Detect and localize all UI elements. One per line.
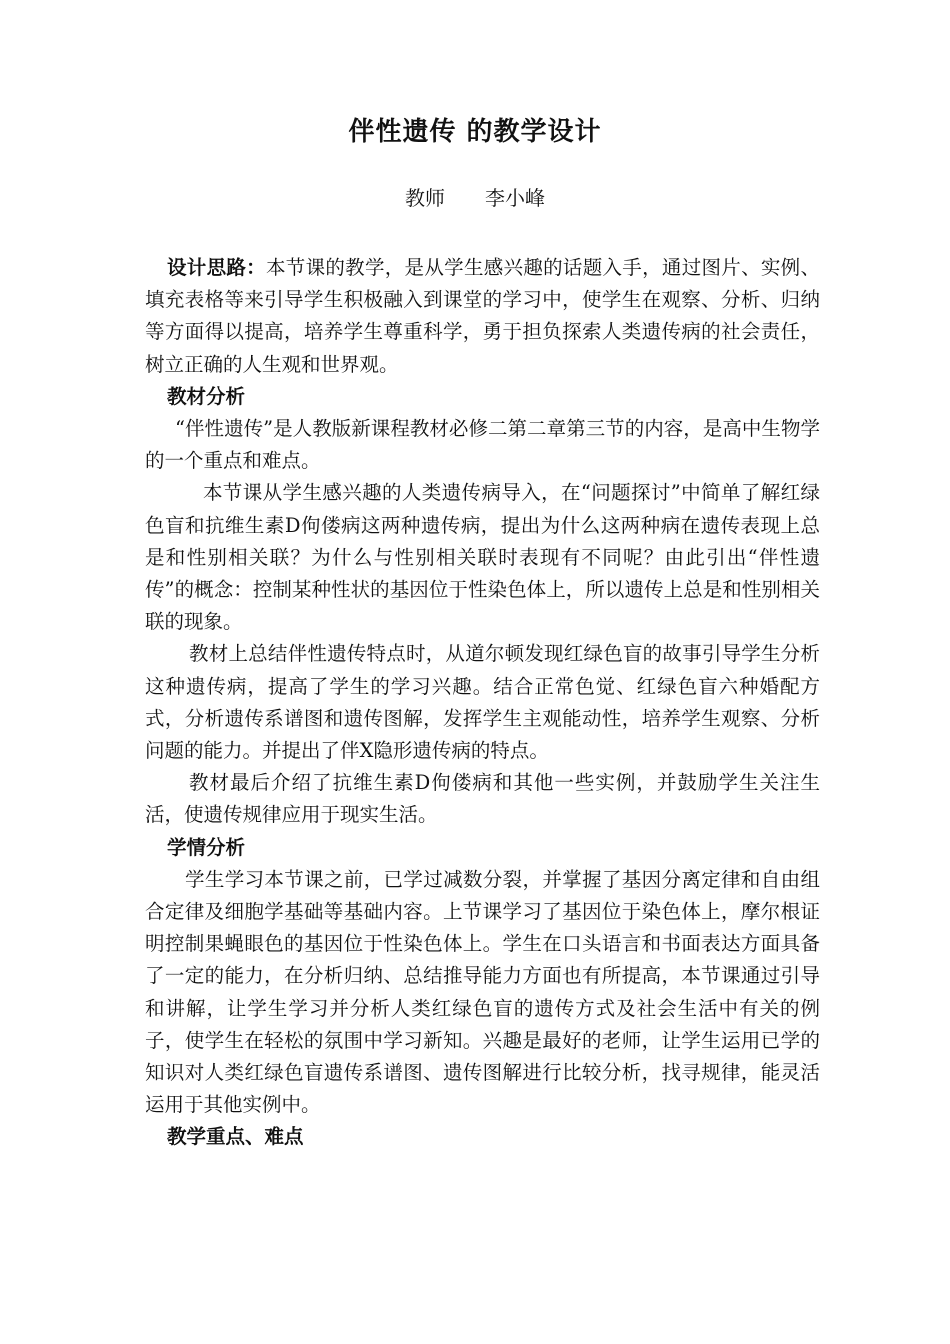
design-lead: 设计思路： [167,256,266,279]
material-paragraph-3: 教材上总结伴性遗传特点时，从道尔顿发现红绿色盲的故事引导学生分析这种遗传病，提高了学生的学习兴趣。结合正常色觉、红绿色盲六种婚配方式，分析遗传系谱图和遗传图解，发挥学生主观能动性，培养学生观察、分析问题的能力。并提出了伴X隐形遗传病的特点。 [145,642,820,763]
student-heading: 学情分析 [167,835,246,859]
material-paragraph-4: 教材最后介绍了抗维生素D佝偻病和其他一些实例，并鼓励学生关注生活，使遗传规律应用于现实生活。 [145,771,820,827]
author-name: 李小峰 [485,186,545,210]
document-title: 伴性遗传 的教学设计 [348,117,602,147]
student-paragraph-1: 学生学习本节课之前，已学过减数分裂，并掌握了基因分离定律和自由组合定律及细胞学基础等基础内容。上节课学习了基因位于染色体上，摩尔根证明控制果蝇眼色的基因位于性染色体上。学生在口头语言和书面表达方面具备了一定的能力，在分析归纳、总结推导能力方面也有所提高，本节课通过引导和讲解，让学生学习并分析人类红绿色盲的遗传方式及社会生活中有关的例子，使学生在轻松的氛围中学习新知。兴趣是最好的老师，让学生运用已学的知识对人类红绿色盲遗传系谱图、遗传图解进行比较分析，找寻规律，能灵活运用于其他实例中。 [145,867,820,1117]
design-paragraph [145,252,820,381]
design-text: 本节课的教学，是从学生感兴趣的话题入手，通过图片、实例、填充表格等来引导学生积极融入到课堂的学习中，使学生在观察、分析、归纳等方面得以提高，培养学生尊重科学，勇于担负探索人类遗传病的社会责任，树立正确的人生观和世界观。 [145,256,820,376]
document-body [145,252,820,1154]
material-paragraph-2: 本节课从学生感兴趣的人类遗传病导入，在“问题探讨”中简单了解红绿色盲和抗维生素D佝偻病这两种遗传病，提出为什么这两种病在遗传表现上总是和性别相关联？为什么与性别相关联时表现有不同呢？由此引出“伴性遗传”的概念：控制某种性状的基因位于性染色体上，所以遗传上总是和性别相关联的现象。 [145,481,820,634]
material-paragraph-1: “伴性遗传”是人教版新课程教材必修二第二章第三节的内容，是高中生物学的一个重点和难点。 [145,417,820,473]
key-points-heading: 教学重点、难点 [167,1125,304,1149]
author-line [0,182,950,214]
material-heading: 教材分析 [167,384,246,408]
author-label: 教师 [405,186,445,210]
